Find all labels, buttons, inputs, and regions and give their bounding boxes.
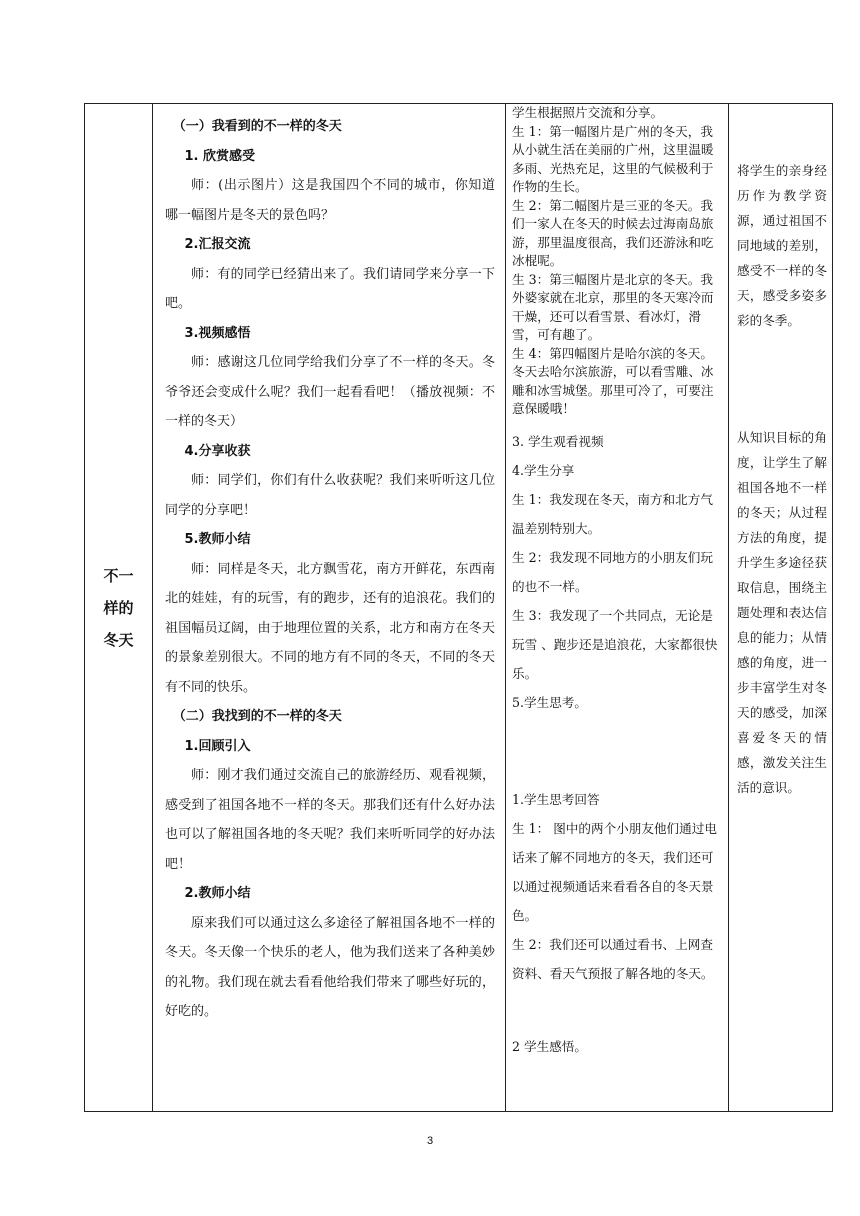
student-paragraph: 生 1： 图中的两个小朋友他们通过电话来了解不同地方的冬天，我们还可以通过视频通话来看看各自的冬天景色。: [512, 820, 717, 923]
teacher-paragraph: 原来我们可以通过这么多途径了解祖国各地不一样的冬天。冬天像一个快乐的老人，他为我们送来了各种美妙的礼物。我们现在就去看看他给我们带来了哪些好玩的，好吃的。: [165, 915, 495, 1019]
student-paragraph: 生 2：第二幅图片是三亚的冬天。我们一家人在冬天的时候去过海南岛旅游，那里温度很高，我们还游泳和吃冰棍呢。: [512, 197, 714, 268]
teacher-paragraph: 师：感谢这几位同学给我们分享了不一样的冬天。冬爷爷还会变成什么呢？我们一起看看吧！（播放视频：不一样的冬天）: [165, 355, 495, 429]
teacher-paragraph: 师：有的同学已经猜出来了。我们请同学来分享一下吧。: [165, 266, 495, 311]
design-intent-paragraph: 将学生的亲身经历作为教学资源，通过祖国不同地域的差别，感受不一样的冬天，感受多姿多彩的冬季。: [737, 163, 827, 328]
teacher-paragraph: 师：(出示图片）这是我国四个不同的城市，你知道哪一幅图片是冬天的景色吗？: [165, 178, 495, 223]
teacher-heading: 1. 欣赏感受: [184, 148, 256, 164]
student-paragraph: 生 1：我发现在冬天，南方和北方气温差别特别大。: [512, 491, 713, 536]
topic-cell: [85, 104, 153, 1112]
teacher-activity-cell: [153, 104, 506, 1112]
student-paragraph: 2 学生感悟。: [512, 1038, 587, 1054]
student-activity-cell: [506, 104, 729, 1112]
student-paragraph: 生 2：我们还可以通过看书、上网查资料、看天气预报了解各地的冬天。: [512, 936, 714, 981]
topic-line: 冬天: [103, 630, 134, 649]
student-paragraph: 生 3：第三幅图片是北京的冬天。我外婆家就在北京，那里的冬天寒冷而干燥，还可以看雪景、看冰灯，滑雪，可有趣了。: [512, 271, 714, 342]
page-number: 3: [426, 1135, 434, 1147]
teacher-heading: 1.回顾引入: [184, 738, 251, 754]
topic-line: 样的: [103, 598, 134, 617]
teacher-heading: （二）我找到的不一样的冬天: [172, 709, 342, 724]
design-intent-paragraph: 从知识目标的角度，让学生了解祖国各地不一样的冬天；从过程方法的角度，提升学生多途径获取信息，围绕主题处理和表达信息的能力；从情感的角度，进一步丰富学生对冬天的感受，加深喜爱冬天的情感，激发关注生活的意识。: [737, 430, 827, 795]
teacher-heading: 2.教师小结: [184, 886, 251, 901]
lesson-plan-table: [84, 103, 833, 1112]
design-intent-cell: [729, 104, 833, 1112]
student-paragraph: 生 3：我发现了一个共同点，无论是玩雪 、跑步还是追浪花，大家都很快乐。: [512, 607, 718, 681]
student-paragraph: 生 1：第一幅图片是广州的冬天，我从小就生活在美丽的广州，这里温暖多雨、光热充足，这里的气候极利于作物的生长。: [512, 123, 714, 194]
student-paragraph: 5.学生思考。: [512, 694, 587, 710]
topic-line: 不一: [103, 566, 134, 585]
teacher-heading: （一）我看到的不一样的冬天: [172, 119, 342, 134]
teacher-heading: 2.汇报交流: [184, 237, 251, 252]
teacher-heading: 3.视频感悟: [184, 325, 251, 341]
table-row: [85, 104, 833, 1112]
spacer: [512, 717, 722, 785]
student-paragraph: 3. 学生观看视频: [512, 433, 604, 449]
student-paragraph: 4.学生分享: [512, 462, 575, 478]
teacher-paragraph: 师：刚才我们通过交流自己的旅游经历、观看视频，感受到了祖国各地不一样的冬天。那我们还有什么好办法也可以了解祖国各地的冬天呢？我们来听听同学的好办法吧！: [165, 768, 495, 872]
teacher-paragraph: 师：同学们，你们有什么收获呢？我们来听听这几位同学的分享吧！: [165, 473, 495, 518]
student-paragraph: 学生根据照片交流和分享。: [512, 105, 664, 120]
spacer: [512, 988, 722, 1032]
student-paragraph: 生 2：我发现不同地方的小朋友们玩的也不一样。: [512, 549, 713, 594]
teacher-heading: 5.教师小结: [184, 532, 251, 547]
teacher-heading: 4.分享收获: [184, 443, 251, 459]
student-paragraph: 生 4：第四幅图片是哈尔滨的冬天。冬天去哈尔滨旅游，可以看雪雕、冰雕和冰雪城堡。那里可冷了，可要注意保暖哦！: [512, 345, 714, 416]
student-paragraph: 1.学生思考回答: [512, 791, 600, 807]
teacher-paragraph: 师：同样是冬天，北方飘雪花，南方开鲜花，东西南北的娃娃，有的玩雪，有的跑步，还有的追浪花。我们的祖国幅员辽阔，由于地理位置的关系，北方和南方在冬天的景象差别很大。不同的地方有不同的冬天，不同的冬天有不同的快乐。: [165, 561, 495, 695]
